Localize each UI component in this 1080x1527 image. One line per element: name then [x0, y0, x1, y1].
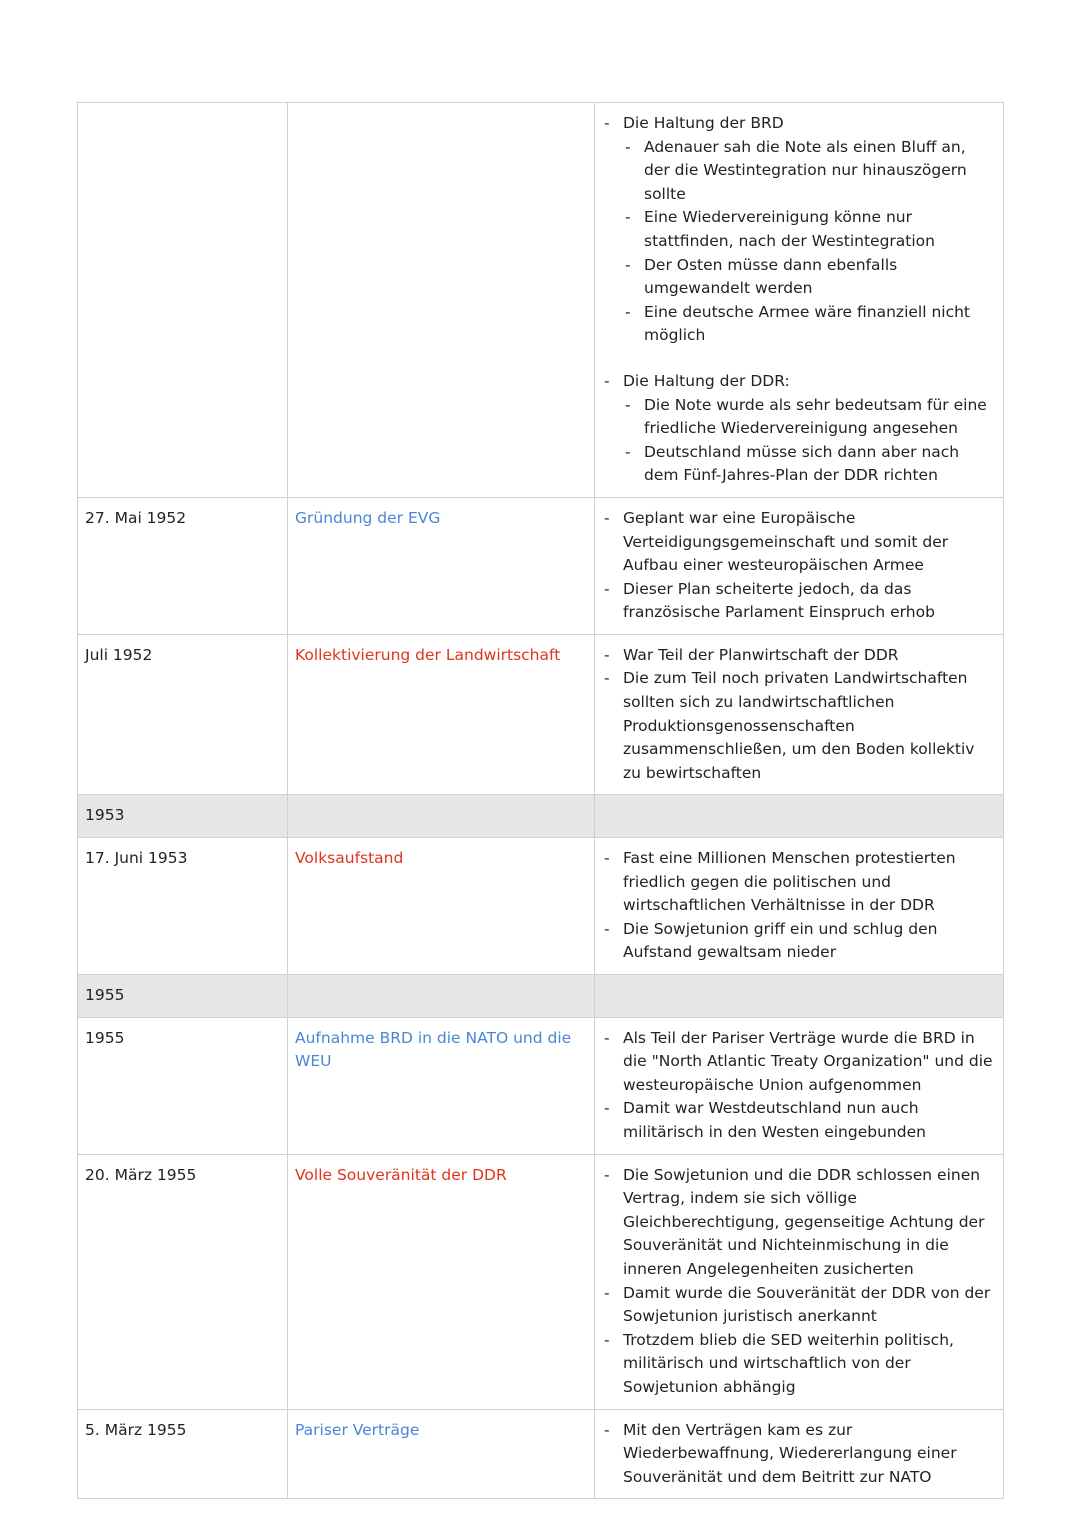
event-date: 27. Mai 1952	[78, 497, 288, 634]
timeline-row	[78, 634, 1004, 795]
bullet-text: Geplant war eine Europäische Verteidigungsgemeinschaft und somit der Aufbau einer westeuropäischen Armee	[623, 508, 949, 575]
sub-bullet-item: - Die Note wurde als sehr bedeutsam für eine friedliche Wiedervereinigung angesehen	[623, 394, 995, 441]
timeline-row	[78, 838, 1004, 975]
bullet-text: Damit wurde die Souveränität der DDR von der Sowjetunion juristisch anerkannt	[623, 1283, 991, 1326]
event-date: Juli 1952	[78, 634, 288, 795]
timeline-body	[78, 103, 1004, 1499]
bullet-list	[602, 1027, 995, 1145]
event-date: 5. März 1955	[78, 1409, 288, 1499]
bullet-list	[602, 1419, 995, 1490]
event-description	[595, 497, 1004, 634]
event-title: Kollektivierung der Landwirtschaft	[288, 634, 595, 795]
bullet-text: Als Teil der Pariser Verträge wurde die BRD in die "North Atlantic Treaty Organization" und die westeuropäische Union aufgenommen	[623, 1028, 993, 1094]
bullet-list	[602, 644, 995, 786]
timeline-row	[78, 1154, 1004, 1409]
sub-bullet-list	[623, 136, 995, 348]
bullet-text: Die Sowjetunion und die DDR schlossen einen Vertrag, indem sie sich völlige Gleichberechtigung, gegenseitige Achtung der Souveränität und Nichteinmischung in die inneren Angelegenheiten zusicherten	[623, 1165, 985, 1278]
bullet-item	[602, 370, 995, 488]
bullet-text: Fast eine Millionen Menschen protestierten friedlich gegen die politischen und wirtschaftlichen Verhältnisse in der DDR	[623, 849, 956, 915]
sub-bullet-list	[623, 394, 995, 488]
bullet-list	[602, 847, 995, 965]
year-spacer-cell	[595, 795, 1004, 838]
sub-bullet-item: - Der Osten müsse dann ebenfalls umgewandelt werden	[623, 254, 995, 301]
event-title: Aufnahme BRD in die NATO und die WEU	[288, 1017, 595, 1154]
bullet-item	[602, 1329, 995, 1400]
bullet-item	[602, 1282, 995, 1329]
event-title: Gründung der EVG	[288, 497, 595, 634]
year-header-row	[78, 795, 1004, 838]
timeline-table	[77, 102, 1004, 1499]
timeline-row	[78, 1017, 1004, 1154]
sub-bullet-item: - Deutschland müsse sich dann aber nach dem Fünf-Jahres-Plan der DDR richten	[623, 441, 995, 488]
bullet-text: Die Sowjetunion griff ein und schlug den Aufstand gewaltsam nieder	[623, 919, 938, 962]
year-spacer-cell	[288, 795, 595, 838]
bullet-text: Mit den Verträgen kam es zur Wiederbewaffnung, Wiedererlangung einer Souveränität und dem Beitritt zur NATO	[623, 1420, 957, 1486]
sub-bullet-item: - Eine deutsche Armee wäre finanziell nicht möglich	[623, 301, 995, 348]
event-description	[595, 838, 1004, 975]
bullet-item	[602, 667, 995, 785]
bullet-item	[602, 578, 995, 625]
event-title: Volle Souveränität der DDR	[288, 1154, 595, 1409]
event-date	[78, 103, 288, 498]
event-date: 20. März 1955	[78, 1154, 288, 1409]
bullet-item	[602, 1419, 995, 1490]
year-header-row	[78, 975, 1004, 1018]
bullet-list	[602, 112, 995, 488]
bullet-item	[602, 507, 995, 578]
bullet-item	[602, 1164, 995, 1282]
year-spacer-cell	[288, 975, 595, 1018]
year-label: 1955	[78, 975, 288, 1018]
bullet-item	[602, 112, 995, 348]
event-title	[288, 103, 595, 498]
event-date: 17. Juni 1953	[78, 838, 288, 975]
event-description	[595, 1409, 1004, 1499]
timeline-row	[78, 1409, 1004, 1499]
bullet-item	[602, 847, 995, 918]
event-description	[595, 634, 1004, 795]
bullet-text: Dieser Plan scheiterte jedoch, da das französische Parlament Einspruch erhob	[623, 579, 935, 622]
bullet-text: Die zum Teil noch privaten Landwirtschaften sollten sich zu landwirtschaftlichen Produktionsgenossenschaften zusammenschließen, um den Boden kollektiv zu bewirtschaften	[623, 669, 975, 782]
bullet-text: Die Haltung der DDR:	[623, 371, 790, 390]
timeline-row	[78, 103, 1004, 498]
timeline-row	[78, 497, 1004, 634]
event-description	[595, 1017, 1004, 1154]
sub-bullet-item: - Eine Wiedervereinigung könne nur stattfinden, nach der Westintegration	[623, 206, 995, 253]
bullet-item	[602, 1097, 995, 1144]
bullet-item	[602, 918, 995, 965]
event-description	[595, 103, 1004, 498]
bullet-text: Trotzdem blieb die SED weiterhin politisch, militärisch und wirtschaftlich von der Sowjetunion abhängig	[623, 1330, 954, 1396]
event-date: 1955	[78, 1017, 288, 1154]
event-title: Pariser Verträge	[288, 1409, 595, 1499]
bullet-list	[602, 1164, 995, 1400]
event-title: Volksaufstand	[288, 838, 595, 975]
bullet-text: Damit war Westdeutschland nun auch militärisch in den Westen eingebunden	[623, 1099, 926, 1141]
bullet-list	[602, 507, 995, 625]
bullet-item	[602, 1027, 995, 1098]
year-spacer-cell	[595, 975, 1004, 1018]
sub-bullet-item: - Adenauer sah die Note als einen Bluff an, der die Westintegration nur hinauszögern sollte	[623, 136, 995, 207]
bullet-text: War Teil der Planwirtschaft der DDR	[623, 645, 899, 664]
bullet-item	[602, 644, 995, 668]
bullet-text: Die Haltung der BRD	[623, 114, 784, 132]
event-description	[595, 1154, 1004, 1409]
year-label: 1953	[78, 795, 288, 838]
